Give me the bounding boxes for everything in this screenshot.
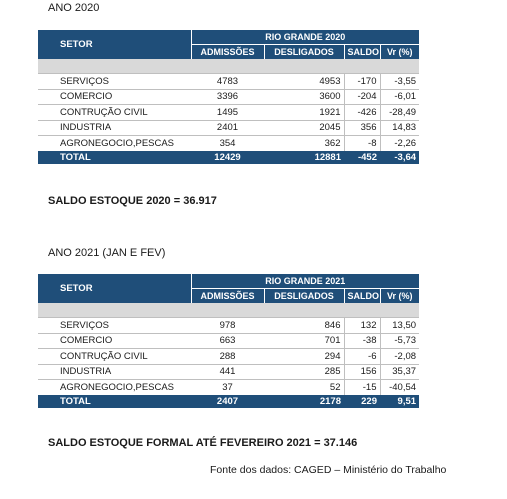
table-row: INDUSTRIA 2401 2045 356 14,83 (38, 120, 419, 136)
table-row: SERVIÇOS 978 846 132 13,50 (38, 318, 419, 334)
header-admissoes: ADMISSÕES (191, 289, 264, 304)
header-setor: SETOR (38, 274, 191, 303)
table-row: CONTRUÇÃO CIVIL 1495 1921 -426 -28,49 (38, 105, 419, 121)
table-2021 (38, 274, 419, 408)
table-total-row: TOTAL 2407 2178 229 9,51 (38, 395, 419, 408)
table-row: AGRONEGOCIO,PESCAS 37 52 -15 -40,54 (38, 380, 419, 395)
header-saldo: SALDO (344, 45, 380, 60)
header-saldo: SALDO (344, 289, 380, 304)
table-2020 (38, 30, 419, 164)
heading-2021: ANO 2021 (JAN E FEV) (48, 247, 166, 259)
header-vr: Vr (%) (380, 45, 419, 60)
table-total-row: TOTAL 12429 12881 -452 -3,64 (38, 151, 419, 164)
table-row: CONTRUÇÃO CIVIL 288 294 -6 -2,08 (38, 349, 419, 365)
table-row: SERVIÇOS 4783 4953 -170 -3,55 (38, 74, 419, 90)
heading-2020: ANO 2020 (48, 2, 100, 14)
gray-band (38, 59, 419, 74)
header-admissoes: ADMISSÕES (191, 45, 264, 60)
gray-band (38, 303, 419, 318)
saldo-estoque-2021: SALDO ESTOQUE FORMAL ATÉ FEVEREIRO 2021 = 37.146 (48, 437, 358, 449)
source-note: Fonte dos dados: CAGED – Ministério do Trabalho (210, 464, 447, 476)
header-group-title: RIO GRANDE 2021 (191, 274, 419, 289)
header-desligados: DESLIGADOS (264, 289, 344, 304)
header-desligados: DESLIGADOS (264, 45, 344, 60)
header-group-title: RIO GRANDE 2020 (191, 30, 419, 45)
table-row: COMERCIO 3396 3600 -204 -6,01 (38, 89, 419, 105)
table-row: COMERCIO 663 701 -38 -5,73 (38, 333, 419, 349)
saldo-estoque-2020: SALDO ESTOQUE 2020 = 36.917 (48, 195, 217, 207)
table-row: AGRONEGOCIO,PESCAS 354 362 -8 -2,26 (38, 136, 419, 151)
header-setor: SETOR (38, 30, 191, 59)
table-row: INDUSTRIA 441 285 156 35,37 (38, 364, 419, 380)
header-vr: Vr (%) (380, 289, 419, 304)
